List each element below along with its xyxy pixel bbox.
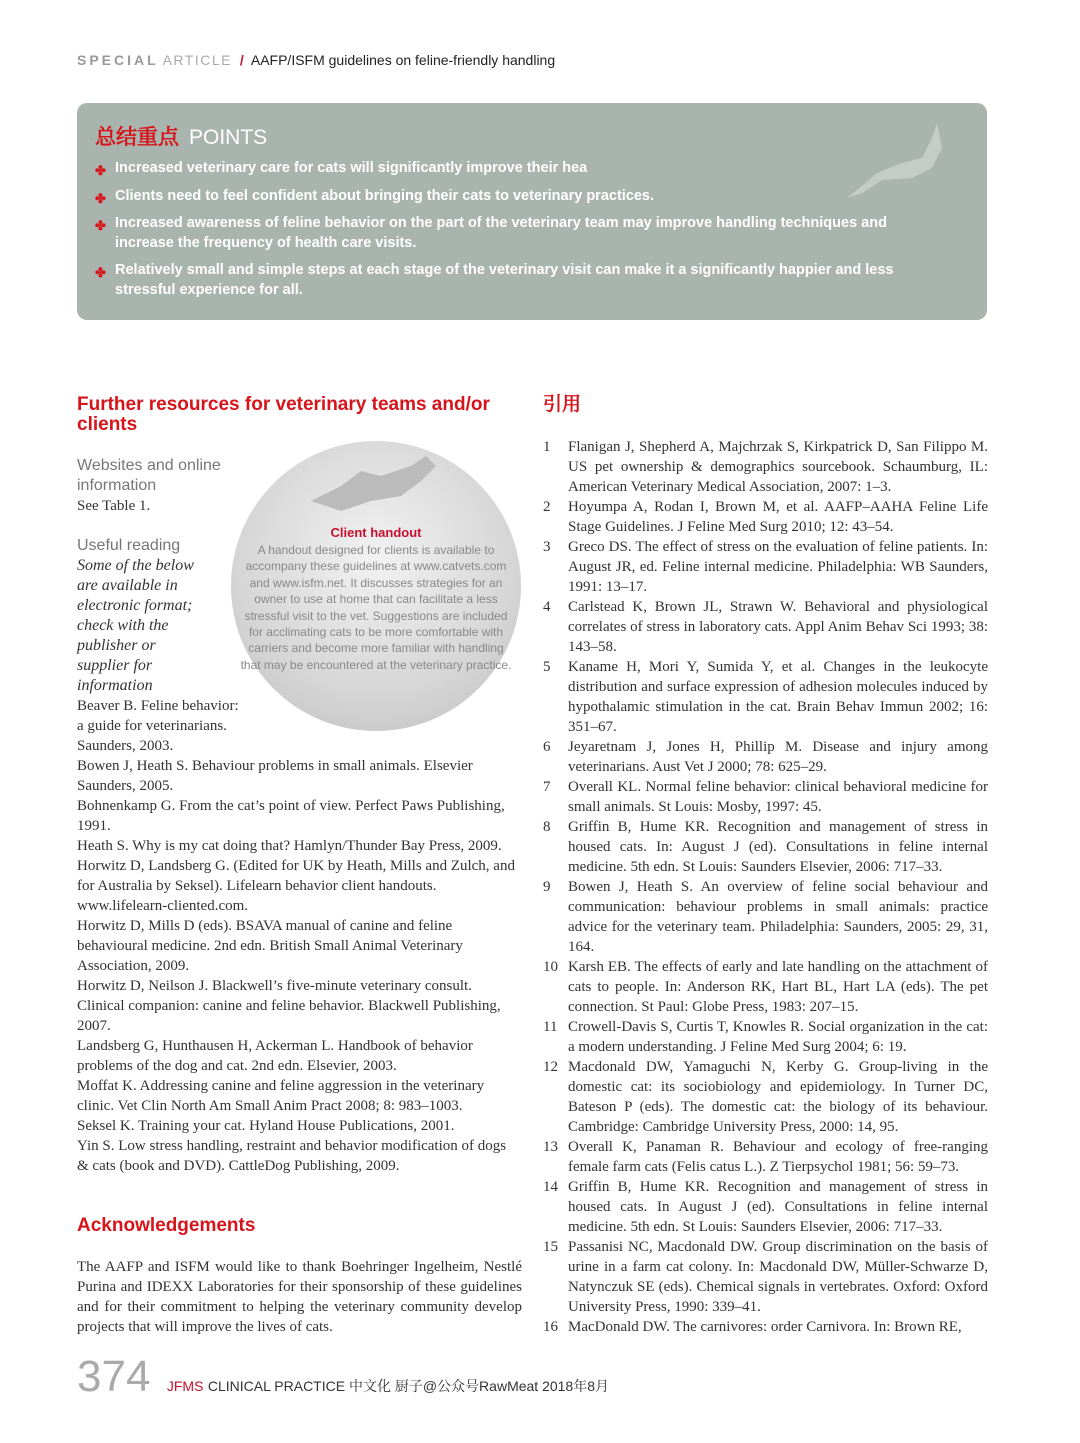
reading-item: Seksel K. Training your cat. Hyland House Publications, 2001. [77,1118,455,1134]
reading-heading: Useful reading [77,537,181,554]
reference-number: 9 [543,879,551,895]
reading-item: Yin S. Low stress handling, restraint and behavior modification of dogs & cats (book and DVD). CattleDog Publishing, 2009. [77,1138,507,1174]
reference-text: Flanigan J, Shepherd A, Majchrzak S, Kirkpatrick D, San Filippo M. US pet ownership & demographics sourcebook. Schaumburg, IL: American Veterinary Medical Association, 2007: 1–3. [568,439,988,495]
reading-item: Beaver B. Feline behavior: a guide for veterinarians. Saunders, 2003. [77,698,239,754]
bullet-icon: ✤ [95,163,106,178]
handout-text: A handout designed for clients is available to accompany these guidelines at www.catvets.com and www.isfm.net. It discusses strategies for an owner to use at home that can facilitate a less stressful visit to the vet. Suggestions are included for acclimating cats to be more comfortable with carriers and become more familiar with handling that may be encountered at the veterinary practice. [240,543,512,672]
reference-item [543,1057,988,1137]
reference-item [543,497,988,537]
reference-item [543,1177,988,1237]
reference-item [543,957,988,1017]
key-point [95,159,915,179]
key-points-list [95,159,915,308]
websites-heading: Websites and online information [77,457,221,494]
reference-number: 15 [543,1239,558,1255]
title-zh: 总结重点 [95,126,179,149]
reference-text: Carlstead K, Brown JL, Strawn W. Behavioral and physiological correlates of stress in laboratory cats. Appl Anim Behav Sci 1993; 38: 143–58. [568,599,988,655]
reference-number: 14 [543,1179,558,1195]
key-points-title [95,121,267,151]
reference-item [543,597,988,657]
reference-number: 13 [543,1139,558,1155]
reference-text: Griffin B, Hume KR. Recognition and management of stress in housed cats. In: August J (ed). Consultations in feline internal medicine. 5th edn. St Louis: Saunders Elsevier, 2006: 717–33. [568,819,988,875]
page-number: 374 [77,1352,151,1401]
reference-number: 11 [543,1019,558,1035]
reference-number: 2 [543,499,551,515]
reading-item: Moffat K. Addressing canine and feline aggression in the veterinary clinic. Vet Clin North Am Small Anim Pract 2008; 8: 983–1003. [77,1078,485,1114]
reference-text: MacDonald DW. The carnivores: order Carnivora. In: Brown RE, [568,1319,962,1335]
reference-item [543,737,988,777]
reference-number: 1 [543,439,551,455]
reference-item [543,777,988,817]
footer-text: CLINICAL PRACTICE 中文化 厨子@公众号RawMeat 2018年8月 [207,1378,610,1394]
reference-number: 16 [543,1319,558,1335]
reference-number: 10 [543,959,558,975]
client-handout-circle [231,441,521,731]
reading-item: Bohnenkamp G. From the cat’s point of view. Perfect Paws Publishing, 1991. [77,798,505,834]
websites-text: See Table 1. [77,498,151,514]
reference-number: 12 [543,1059,558,1075]
reference-text: Kaname H, Mori Y, Sumida Y, et al. Changes in the leukocyte distribution and surface expression of adhesion molecules induced by hypothalamic stimulation in the cat. Brain Behav Immun 2002; 16: 351–67. [568,659,988,735]
reference-text: Bowen J, Heath S. An overview of feline social behaviour and communication: behaviour problems in small animals: practice advice for the veterinary team. Philadelphia: Saunders, 2005: 29, 31, 164. [568,879,988,955]
key-point-text: Clients need to feel confident about bringing their cats to veterinary practices. [115,187,655,204]
section-sublabel: ARTICLE [162,52,232,68]
reference-item [543,1317,988,1337]
reference-item [543,1237,988,1317]
reference-text: Passanisi NC, Macdonald DW. Group discrimination on the basis of urine in a farm cat colony. In: Macdonald DW, Müller-Schwarze D, Natynczuk SE (eds). Chemical signals in vertebrates. Oxford: Oxford University Press, 1990: 339–41. [568,1239,988,1315]
reading-item: Bowen J, Heath S. Behaviour problems in small animals. Elsevier Saunders, 2005. [77,758,473,794]
reference-text: Crowell-Davis S, Curtis T, Knowles R. Social organization in the cat: a modern understanding. J Feline Med Surg 2004; 6: 19. [568,1019,988,1055]
bullet-icon: ✤ [95,265,106,280]
reference-number: 8 [543,819,551,835]
reading-list [77,696,517,1176]
reference-item [543,817,988,877]
key-point-text: Relatively small and simple steps at each stage of the veterinary visit can make it a significantly happier and less stressful experience for all. [115,262,894,298]
article-title: AAFP/ISFM guidelines on feline-friendly handling [250,52,556,68]
reference-text: Overall K, Panaman R. Behaviour and ecology of free-ranging female farm cats (Felis catus L.). Z Tierpsychol 1981; 56: 59–73. [568,1139,988,1175]
acknowledgements-heading: Acknowledgements [77,1215,256,1236]
reference-number: 4 [543,599,551,615]
key-point [95,261,915,300]
reference-text: Greco DS. The effect of stress on the evaluation of feline patients. In: August JR, ed. Feline internal medicine. Philadelphia: WB Saunders, 1991: 13–17. [568,539,988,595]
references-heading: 引用 [543,394,582,415]
handout-title: Client handout [330,525,422,540]
reading-item: Horwitz D, Neilson J. Blackwell’s five-minute veterinary consult. Clinical companion: canine and feline behavior. Blackwell Publishing, 2007. [77,978,501,1034]
reading-intro: Some of the below are available in electronic format; check with the publisher or supplier for information [77,557,194,694]
reference-text: Hoyumpa A, Rodan I, Brown M, et al. AAFP–AAHA Feline Life Stage Guidelines. J Feline Med Surg 2010; 12: 43–54. [568,499,988,535]
key-points-box [77,103,987,320]
section-label: SPECIAL [77,52,159,68]
footer [77,1352,609,1402]
reference-item [543,1137,988,1177]
reference-text: Karsh EB. The effects of early and late handling on the attachment of cats to people. In: Anderson RK, Hart BL, Hart LA (eds). The pet connection. St Paul: Globe Press, 1983: 207–15. [568,959,988,1015]
separator: / [239,52,244,68]
bullet-icon: ✤ [95,190,106,206]
reference-item [543,437,988,497]
reference-text: Griffin B, Hume KR. Recognition and management of stress in housed cats. In August J (ed). Consultations in feline internal medicine. 5th edn. St Louis: Saunders Elsevier, 2006: 717–33. [568,1179,988,1235]
reading-item: Heath S. Why is my cat doing that? Hamlyn/Thunder Bay Press, 2009. [77,838,502,854]
reference-item [543,877,988,957]
resources-heading: Further resources for veterinary teams and/or clients [77,394,490,435]
journal-name: JFMS [166,1378,204,1394]
acknowledgements-text: The AAFP and ISFM would like to thank Boehringer Ingelheim, Nestlé Purina and IDEXX Laboratories for their sponsorship of these guidelines and for their commitment to helping the veterinary community develop projects that will improve the lives of cats. [77,1259,522,1335]
key-point-text: Increased veterinary care for cats will significantly improve their hea [115,160,588,176]
reference-number: 6 [543,739,551,755]
key-point-text: Increased awareness of feline behavior on the part of the veterinary team may improve handling techniques and increase the frequency of health care visits. [115,215,887,251]
reference-text: Overall KL. Normal feline behavior: clinical behavioral medicine for small animals. St Louis: Mosby, 1997: 45. [568,779,988,815]
title-en: POINTS [189,126,268,149]
reading-item: Horwitz D, Landsberg G. (Edited for UK by Heath, Mills and Zulch, and for Australia by Seksel). Lifelearn behavior client handouts. www.lifelearn-cliented.com. [77,858,515,914]
cat-silhouette-icon [301,451,451,521]
reference-text: Macdonald DW, Yamaguchi N, Kerby G. Group-living in the domestic cat: its sociobiology and epidemiology. In Turner DC, Bateson P (eds). The domestic cat: the biology of its behaviour. Cambridge: Cambridge University Press, 2000: 14, 95. [568,1059,988,1135]
reference-item [543,657,988,737]
key-point [95,187,915,207]
reading-item: Horwitz D, Mills D (eds). BSAVA manual of canine and feline behavioural medicine. 2nd edn. British Small Animal Veterinary Association, 2009. [77,918,463,974]
reference-item [543,1017,988,1057]
bullet-icon: ✤ [95,218,106,233]
references-list [543,437,988,1337]
reading-item: Landsberg G, Hunthausen H, Ackerman L. Handbook of behavior problems of the dog and cat. 2nd edn. Elsevier, 2003. [77,1038,473,1074]
running-header [77,52,555,68]
reference-text: Jeyaretnam J, Jones H, Phillip M. Disease and injury among veterinarians. Aust Vet J 2000; 78: 625–29. [568,739,988,775]
reference-number: 7 [543,779,551,795]
reference-number: 5 [543,659,551,675]
reference-item [543,537,988,597]
reference-number: 3 [543,539,551,555]
key-point [95,214,915,253]
